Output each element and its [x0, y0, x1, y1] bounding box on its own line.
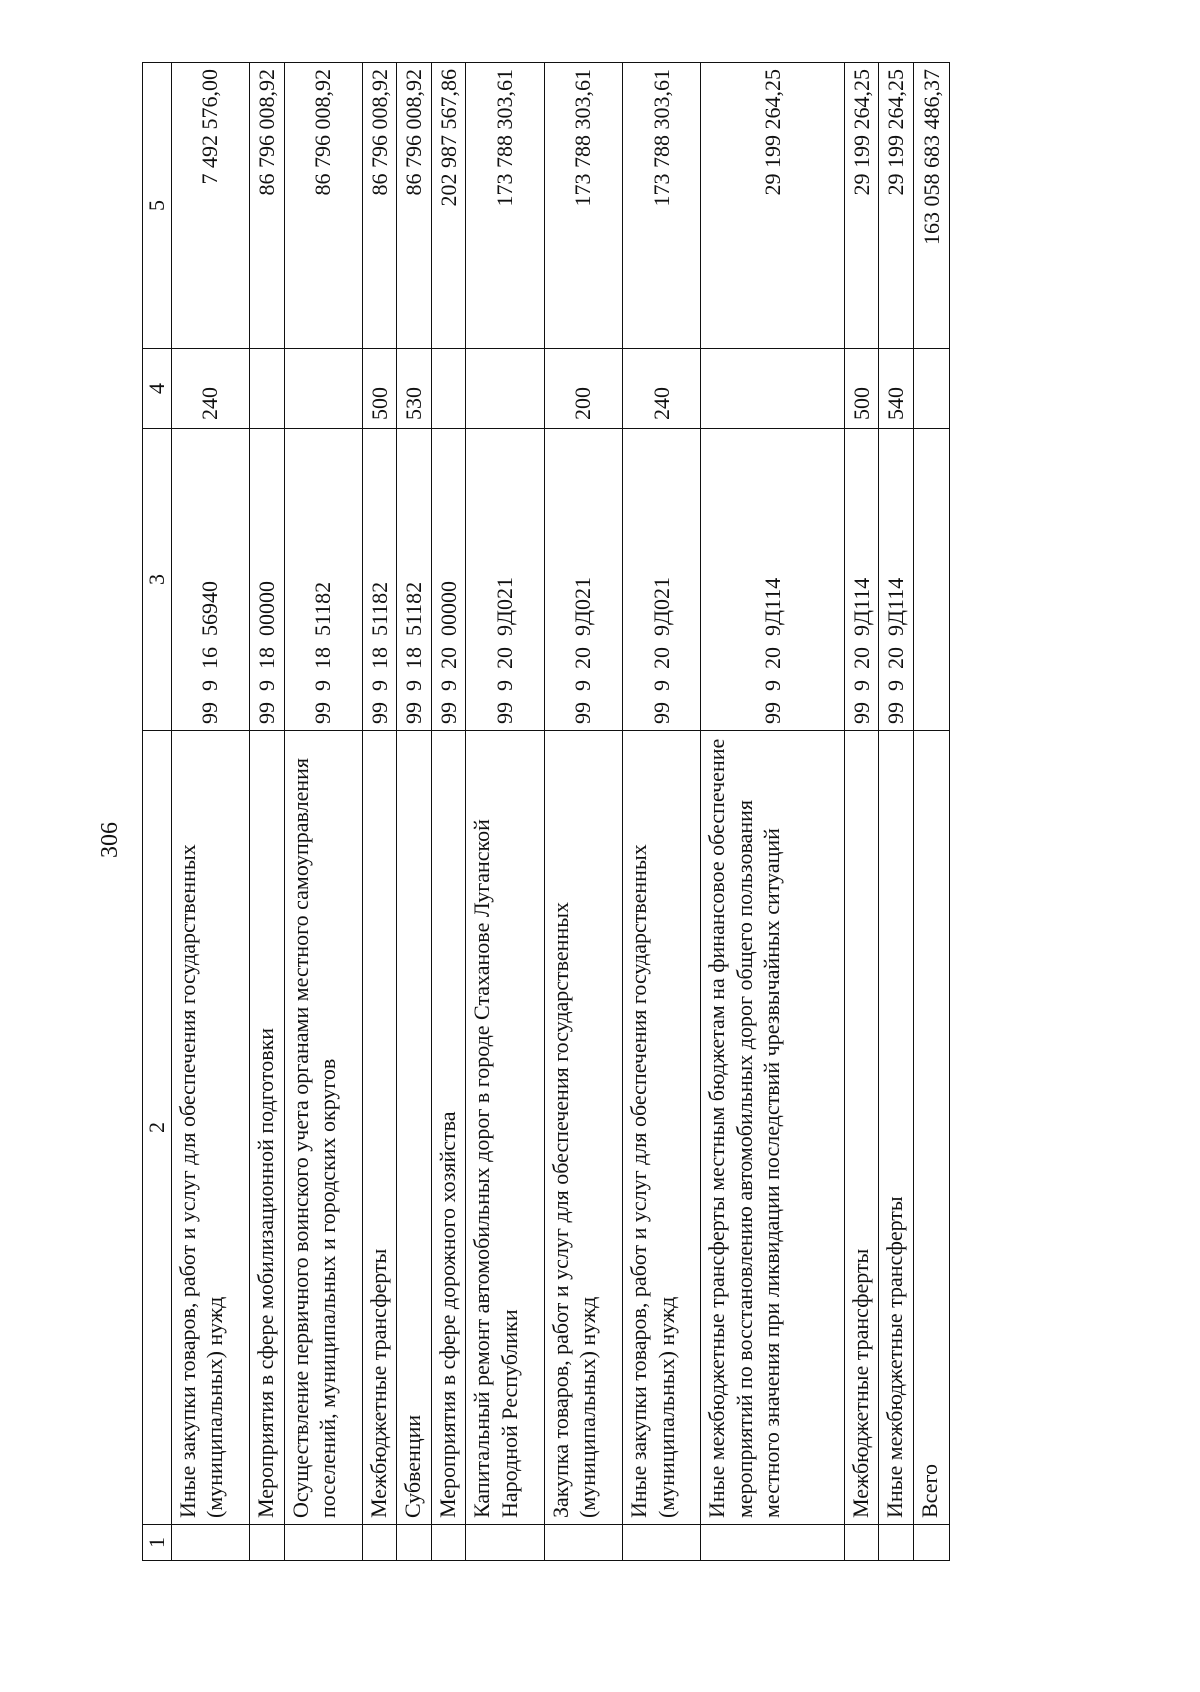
total-amount: 163 058 683 486,37: [913, 63, 949, 349]
row-code: 99 9 20 9Д114: [879, 429, 914, 731]
row-number-cell: [171, 1525, 249, 1561]
row-name: Иные межбюджетные трансферты местным бюджетам на финансовое обеспечение мероприятий по восстановлению автомобильных дорог общего пользования местного значения при ликвидации последствий чрезвычайных ситуаций: [701, 731, 845, 1525]
header-col-3: 3: [143, 429, 172, 731]
row-code: 99 9 18 51182: [284, 429, 362, 731]
row-type: 200: [544, 349, 622, 429]
row-code: 99 9 20 9Д114: [844, 429, 879, 731]
row-code: 99 9 18 51182: [397, 429, 432, 731]
header-col-5: 5: [143, 63, 172, 349]
row-amount: 7 492 576,00: [171, 63, 249, 349]
row-type: [431, 349, 466, 429]
row-amount: 86 796 008,92: [249, 63, 284, 349]
row-code: 99 9 18 00000: [249, 429, 284, 731]
row-name: Иные межбюджетные трансферты: [879, 731, 914, 1525]
row-type: 500: [844, 349, 879, 429]
table-row: [466, 63, 544, 1561]
page-number: 306: [96, 822, 123, 858]
row-code: 99 9 20 00000: [431, 429, 466, 731]
total-row: [913, 63, 949, 1561]
row-type: [284, 349, 362, 429]
row-code: 99 9 20 9Д021: [466, 429, 544, 731]
header-col-1: 1: [143, 1525, 172, 1561]
row-amount: 29 199 264,25: [844, 63, 879, 349]
row-type: 240: [622, 349, 700, 429]
row-name: Капитальный ремонт автомобильных дорог в городе Стаханове Луганской Народной Республики: [466, 731, 544, 1525]
row-amount: 173 788 303,61: [544, 63, 622, 349]
table-row: [362, 63, 397, 1561]
row-number-cell: [466, 1525, 544, 1561]
row-amount: 173 788 303,61: [466, 63, 544, 349]
row-name: Иные закупки товаров, работ и услуг для обеспечения государственных (муниципальных) нужд: [622, 731, 700, 1525]
row-amount: 29 199 264,25: [701, 63, 845, 349]
row-code: 99 9 16 56940: [171, 429, 249, 731]
row-number-cell: [284, 1525, 362, 1561]
row-type: 530: [397, 349, 432, 429]
row-type: [466, 349, 544, 429]
row-code: 99 9 20 9Д021: [544, 429, 622, 731]
row-code: 99 9 20 9Д021: [622, 429, 700, 731]
row-amount: 86 796 008,92: [284, 63, 362, 349]
row-number-cell: [879, 1525, 914, 1561]
budget-table: [142, 62, 950, 1561]
row-amount: 86 796 008,92: [397, 63, 432, 349]
row-name: Закупка товаров, работ и услуг для обеспечения государственных (муниципальных) нужд: [544, 731, 622, 1525]
row-name: Субвенции: [397, 731, 432, 1525]
rotated-page: [142, 63, 950, 1561]
header-col-2: 2: [143, 731, 172, 1525]
row-name: Межбюджетные трансферты: [362, 731, 397, 1525]
header-row: [143, 63, 172, 1561]
row-number-cell: [701, 1525, 845, 1561]
row-type: [701, 349, 845, 429]
row-number-cell: [249, 1525, 284, 1561]
table-row: [397, 63, 432, 1561]
header-col-4: 4: [143, 349, 172, 429]
row-amount: 86 796 008,92: [362, 63, 397, 349]
row-amount: 29 199 264,25: [879, 63, 914, 349]
row-number-cell: [431, 1525, 466, 1561]
row-code: 99 9 18 51182: [362, 429, 397, 731]
table-row: [431, 63, 466, 1561]
table-row: [249, 63, 284, 1561]
table-row: [622, 63, 700, 1561]
row-amount: 202 987 567,86: [431, 63, 466, 349]
row-name: Мероприятия в сфере дорожного хозяйства: [431, 731, 466, 1525]
row-number-cell: [913, 1525, 949, 1561]
row-name: Иные закупки товаров, работ и услуг для обеспечения государственных (муниципальных) нужд: [171, 731, 249, 1525]
table-row: [544, 63, 622, 1561]
row-number-cell: [544, 1525, 622, 1561]
table-row: [844, 63, 879, 1561]
row-type: [249, 349, 284, 429]
total-type: [913, 349, 949, 429]
table-row: [171, 63, 249, 1561]
row-name: Межбюджетные трансферты: [844, 731, 879, 1525]
table-row: [284, 63, 362, 1561]
row-amount: 173 788 303,61: [622, 63, 700, 349]
row-type: 540: [879, 349, 914, 429]
row-name: Мероприятия в сфере мобилизационной подготовки: [249, 731, 284, 1525]
row-number-cell: [622, 1525, 700, 1561]
row-number-cell: [362, 1525, 397, 1561]
total-code: [913, 429, 949, 731]
row-number-cell: [844, 1525, 879, 1561]
row-name: Осуществление первичного воинского учета органами местного самоуправления поселений, муниципальных и городских округов: [284, 731, 362, 1525]
row-number-cell: [397, 1525, 432, 1561]
row-type: 500: [362, 349, 397, 429]
row-type: 240: [171, 349, 249, 429]
table-row: [879, 63, 914, 1561]
total-label: Всего: [913, 731, 949, 1525]
table-row: [701, 63, 845, 1561]
row-code: 99 9 20 9Д114: [701, 429, 845, 731]
